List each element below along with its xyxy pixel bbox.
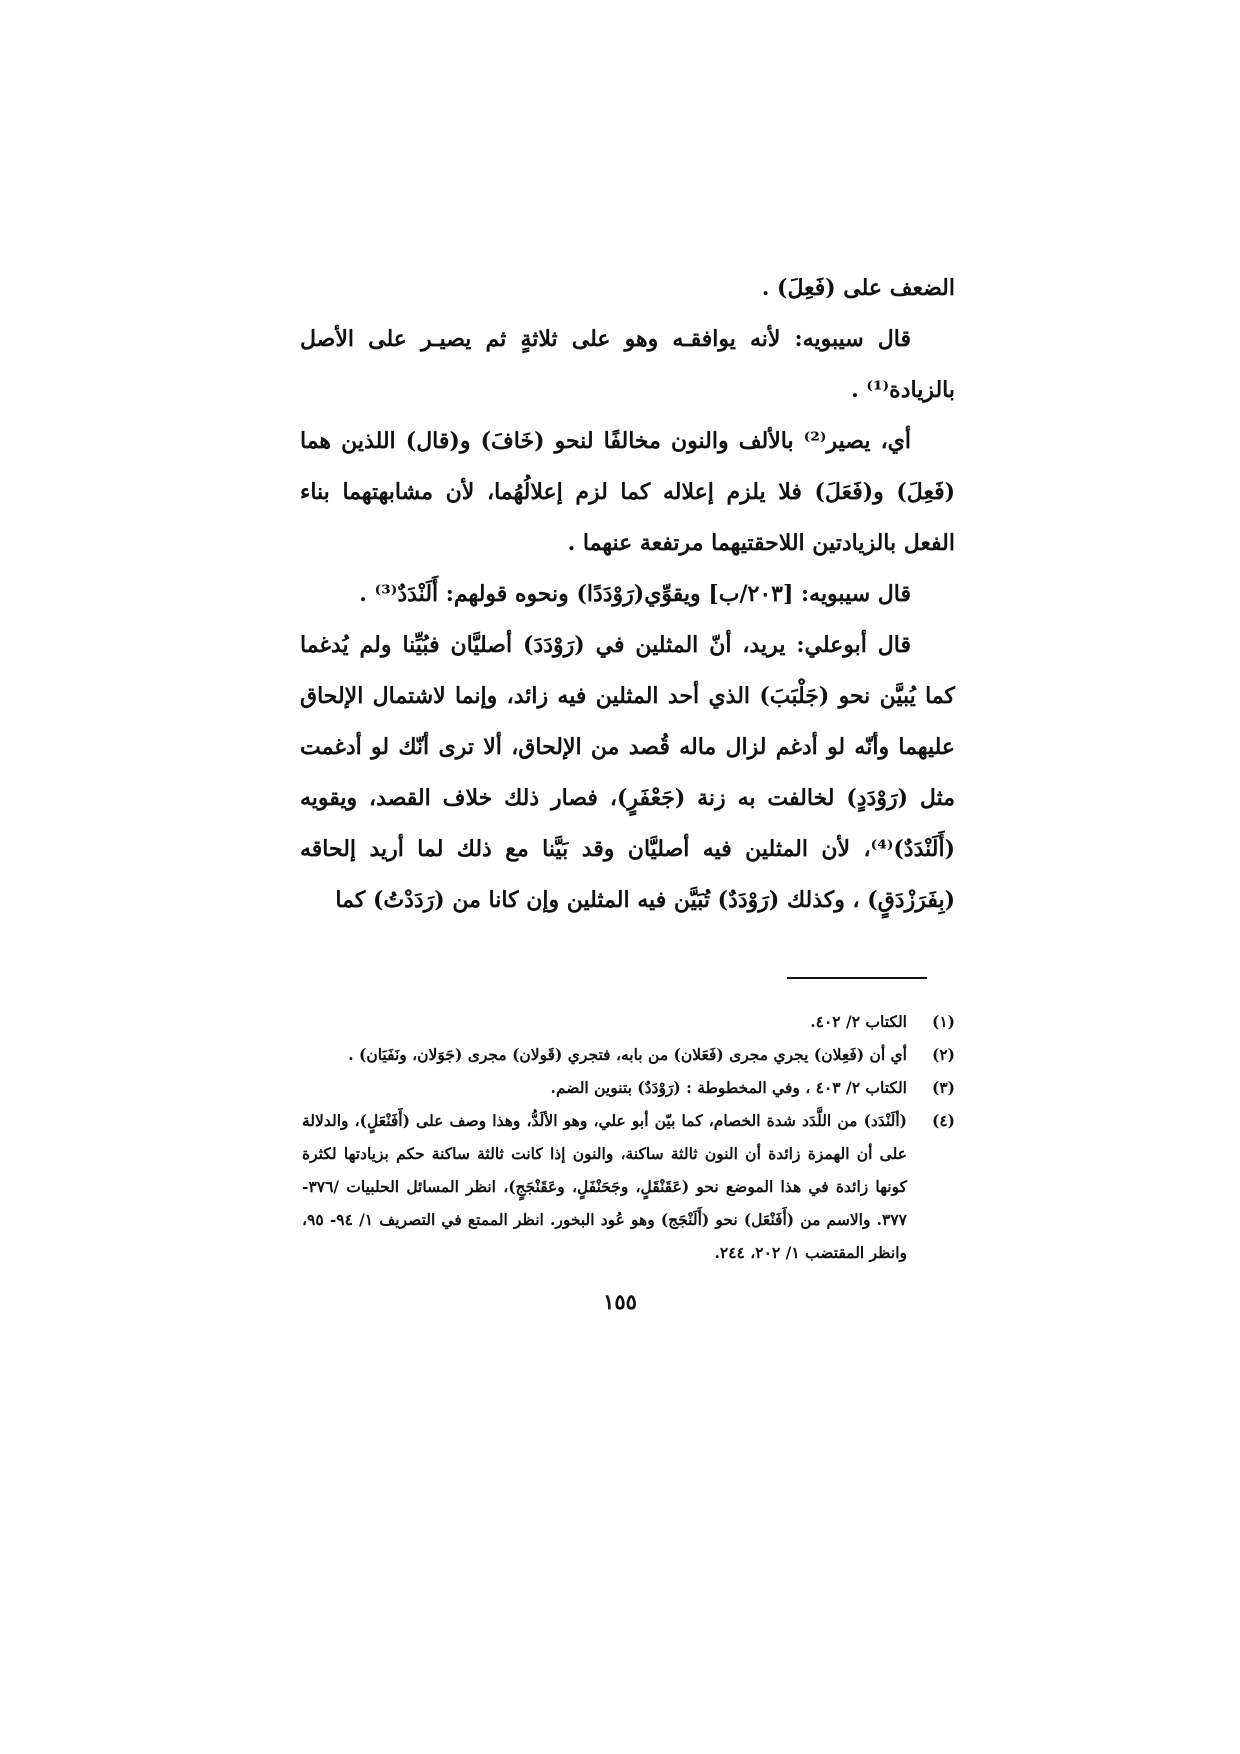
footnote-3: [302, 1071, 955, 1104]
paragraph-5: قال أبوعلي: يريد، أنّ المثلين في (رَوْدَدَ) أصليَّان فبُيِّنا ولم يُدغما كما يُبيَّن نحو (جَلْبَبَ) الذي أحد المثلين فيه زائد، وإنما لاشتمال الإلحاق عليهما وأنّه لو أدغم لزال ماله قُصد من الإلحاق، ألا ترى أنّك لو أدغمت مثل (رَوْدَدٍ) لخالفت به زنة (جَعْفَرٍ)، فصار ذلك خلاف القصد، ويقويه (أَلَنْدَدٌ)⁽⁴⁾، لأن المثلين فيه أصليَّان وقد بَيَّنا مع ذلك لما أريد إلحاقه (بِفَرَزْدَقٍ) ، وكذلك (رَوْدَدٌ) تُبَيَّن فيه المثلين وإن كانا من (رَدَدْتُ) كما: [300, 632, 955, 913]
paragraph-4: قال سيبويه: [٢٠٣/ب] ويقوِّي(رَوْدَدًا) ونحوه قولهم: أَلَنْدَدٌ⁽³⁾ .: [359, 581, 911, 607]
footnote-marker: (١): [931, 1012, 955, 1031]
footnote-separator: [787, 977, 927, 979]
footnote-marker: (٤): [931, 1111, 955, 1130]
footnote-text: (ألَنْدَد) من اللَّدَد شدة الخصام، كما بيّن أبو علي، وهو الألَدُّ، وهذا وصف على (أَفَنْعَلٍ)، والدلالة على أن الهمزة زائدة أن النون ثالثة ساكنة، والنون إذا كانت ثالثة ساكنة حكم بزيادتها لكثرة كونها زائدة في هذا الموضع نحو (عَقَنْقَلٍ، وجَحَنْفَلٍ، وعَقَنْجَجٍ)، انظر المسائل الحلبيات /٣٧٦- ٣٧٧. والاسم من (أَفَنْعَل) نحو (أَلَنْجَج) وهو عُود البخور. انظر الممتع في التصريف ١/ ٩٤- ٩٥، وانظر المقتضب ١/ ٢٠٢، ٢٤٤.: [302, 1111, 907, 1262]
footnote-1: [302, 1005, 955, 1038]
footnote-marker: (٣): [931, 1078, 955, 1097]
paragraph-1: الضعف على (فَعِلَ) .: [761, 275, 955, 301]
paragraph-2: [300, 314, 955, 416]
footnote-marker: (٢): [931, 1045, 955, 1064]
paragraph-2-text: لأنه يوافقـه وهو على ثلاثةٍ ثم يصيـر على الأصل بالزيادة⁽¹⁾ .: [300, 326, 955, 403]
footnotes: [302, 1005, 955, 1269]
footnote-text: أي أن (فَعِلان) يجري مجرى (فَعَلان) من بابه، فتجري (قَولان) مجرى (جَوَلان، ونَفَيَان) .: [348, 1045, 907, 1064]
footnote-4: [302, 1104, 955, 1269]
sibawayh-label: قال سيبويه:: [794, 326, 911, 352]
footnote-text: الكتاب ٢/ ٤٠٢.: [810, 1012, 907, 1031]
footnote-2: [302, 1038, 955, 1071]
footnote-text: الكتاب ٢/ ٤٠٣ ، وفي المخطوطة : (رَوْدَدٌ) بتنوين الضم.: [550, 1078, 907, 1097]
page-number: ١٥٥: [603, 1289, 637, 1314]
main-text: [300, 263, 955, 926]
paragraph-3: أي، يصير⁽²⁾ بالألف والنون مخالفًا لنحو (خَافَ) و(قال) اللذين هما (فَعِلَ) و(فَعَلَ) فلا يلزم إعلاله كما لزم إعلالُهُما، لأن مشابهتهما بناء الفعل بالزيادتين اللاحقتيهما مرتفعة عنهما .: [300, 428, 955, 556]
